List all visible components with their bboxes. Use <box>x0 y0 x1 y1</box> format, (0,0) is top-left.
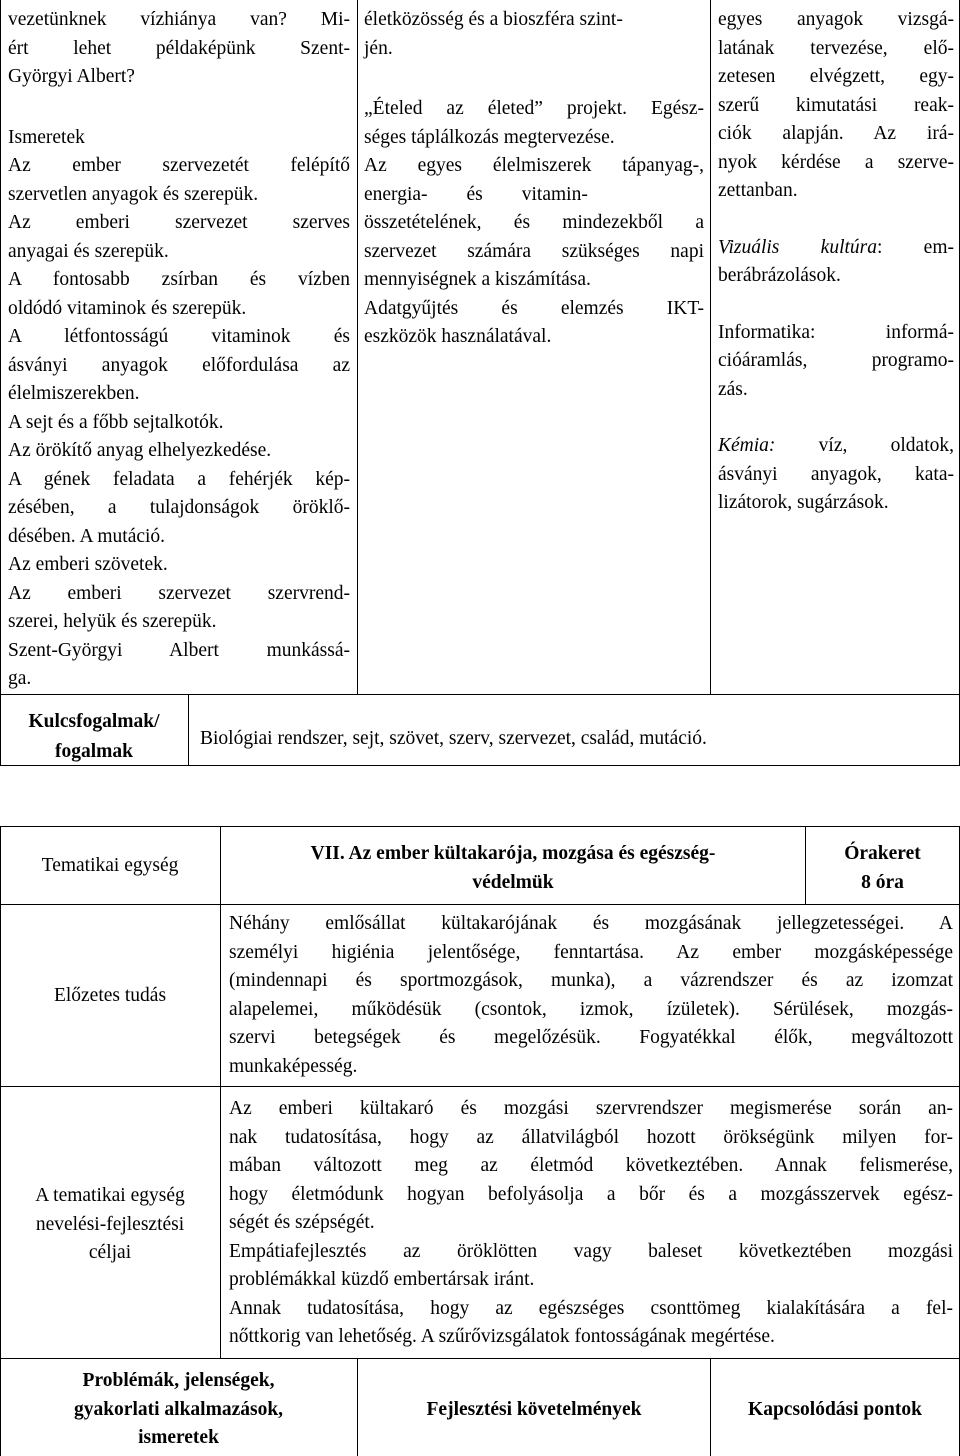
project-description: „Ételed az életed” projekt. Egész- séges táplálkozás megtervezése. Az egyes élelmiszerek tápanyag-, energia- és vitamin- összetételének, és mindezekből a szervezet számára szükséges napi mennyiségnek a kiszámítása. Adatgyűjtés és elemzés IKT- eszközök használatával. <box>364 98 704 347</box>
table1-left-border <box>0 0 1 766</box>
table1-keyword-divider <box>188 694 189 766</box>
knowledge-list: Az ember szervezetét felépítő szervetlen anyagok és szerepük. Az emberi szervezet szerves anyagai és szerepük. A fontosabb zsírban és vízben oldódó vitaminok és szerepük. A létfontosságú vitaminok és ásványi anyagok előfordulása az élelmiszerekben. A sejt és a főbb sejtalkotók. Az örökítő anyag elhelyezkedése. A gének feladata a fehérjék kép- zésében, a tulajdonságok öröklő- désében. A mutáció. Az emberi szövetek. Az emberi szervezet szervrend- szerei, helyük és szerepük. Szent-Györgyi Albert munkássá- ga. <box>8 155 350 689</box>
intro-question: vezetünknek vízhiánya van? Mi- ért lehet példaképünk Szent- Györgyi Albert? <box>8 9 350 87</box>
table2-row-divider-1 <box>0 904 960 905</box>
keywords-label: Kulcsfogalmak/ fogalmak <box>28 711 160 762</box>
goals-text: Az emberi kültakaró és mozgási szervrendszer megismerése során an- nak tudatosítása, hogy az állatvilágból hozott örökségünk milyen for- mában változott meg az életmód következtében. Annak felismerése, hogy életmódunk hogyan befolyásolja a bőr és a mozgásszervek egész- ségét és szépségét. Empátiafejlesztés az öröklötten vagy baleset következtében mozgási problémákkal küzdő embertársak iránt. Annak tudatosítása, hogy az egészséges csonttömeg kialakítására a fel- nőttkorig van lehetőség. A szűrővizsgálatok fontosságának megértése. <box>229 1098 953 1347</box>
problems-column <box>8 6 350 694</box>
problems-header: Problémák, jelenségek, gyakorlati alkalmazások, ismeretek <box>73 1370 284 1448</box>
table1-row-divider <box>0 694 960 695</box>
unit-title: VII. Az ember kültakarója, mozgása és egészség- védelmük <box>310 843 716 893</box>
hours-label: Órakeret <box>844 843 921 864</box>
connections-column: egyes anyagok vizsgá- latának tervezése, elő- zetesen elvégzett, egy- szerű kimutatási reak- ciók alapján. Az irá- nyok kérdése a szerve- zettanban. Vizuális kultúra: em- berábrázolások. Informatika: informá- cióáramlás, programo- zás. Kémia: víz, oldatok, ásványi anyagok, kata- lizátorok, sugárzások. <box>718 6 954 518</box>
knowledge-heading: Ismeretek <box>8 126 85 148</box>
hours-box <box>806 840 959 897</box>
goals-label: A tematikai egység nevelési-fejlesztési céljai <box>35 1185 185 1263</box>
table2-left-border <box>0 826 1 1456</box>
table2-label-divider <box>220 826 221 1358</box>
table2-row-divider-2 <box>0 1086 960 1087</box>
visual-culture-link: Vizuális kultúra: em- <box>718 236 954 258</box>
hours-value: 8 óra <box>861 871 904 893</box>
table1-divider-1 <box>357 0 358 694</box>
keywords-text: Biológiai rendszer, sejt, szövet, szerv, szervezet, család, mutáció. <box>200 728 707 749</box>
requirements-header: Fejlesztési követelmények <box>426 1399 642 1420</box>
prior-knowledge-text: Néhány emlősállat kültakarójának és mozgásának jellegzetességei. A személyi higiénia jelentősége, fenntartása. Az ember mozgásképessége (mindennapi és sportmozgások, munka), a vázrendszer és az izomzat alapelemei, működésük (csontok, izmok, ízületek). Sérülések, mozgás- szervi betegségek és megelőzésük. Fogyatékkal élők, megváltozott munkaképesség. <box>229 913 953 1077</box>
informatics-link: Informatika: informá- cióáramlás, programo- zás. <box>718 321 954 400</box>
table2-row-divider-3 <box>0 1358 960 1359</box>
table1-divider-2 <box>710 0 711 694</box>
chemistry-link: Kémia: víz, oldatok, ásványi anyagok, kata- lizátorok, sugárzások. <box>718 435 954 513</box>
unit-label: Tematikai egység <box>41 855 179 876</box>
table2-top-border <box>0 826 960 827</box>
prior-knowledge-label: Előzetes tudás <box>53 985 167 1006</box>
lab-planning-text: egyes anyagok vizsgá- latának tervezése, elő- zetesen elvégzett, egy- szerű kimutatási reak- ciók alapján. Az irá- nyok kérdése a szerve- zettanban. <box>718 9 954 201</box>
requirements-column: életközösség és a bioszféra szint- jén. „Ételed az életed” projekt. Egész- séges táplálkozás megtervezése. Az egyes élelmiszerek tápanyag-, energia- és vitamin- összetételének, és mindezekből a szervezet számára szükséges napi mennyiségnek a kiszámítása. Adatgyűjtés és elemzés IKT- eszközök használatával. <box>364 6 704 352</box>
connections-header: Kapcsolódási pontok <box>748 1399 922 1420</box>
